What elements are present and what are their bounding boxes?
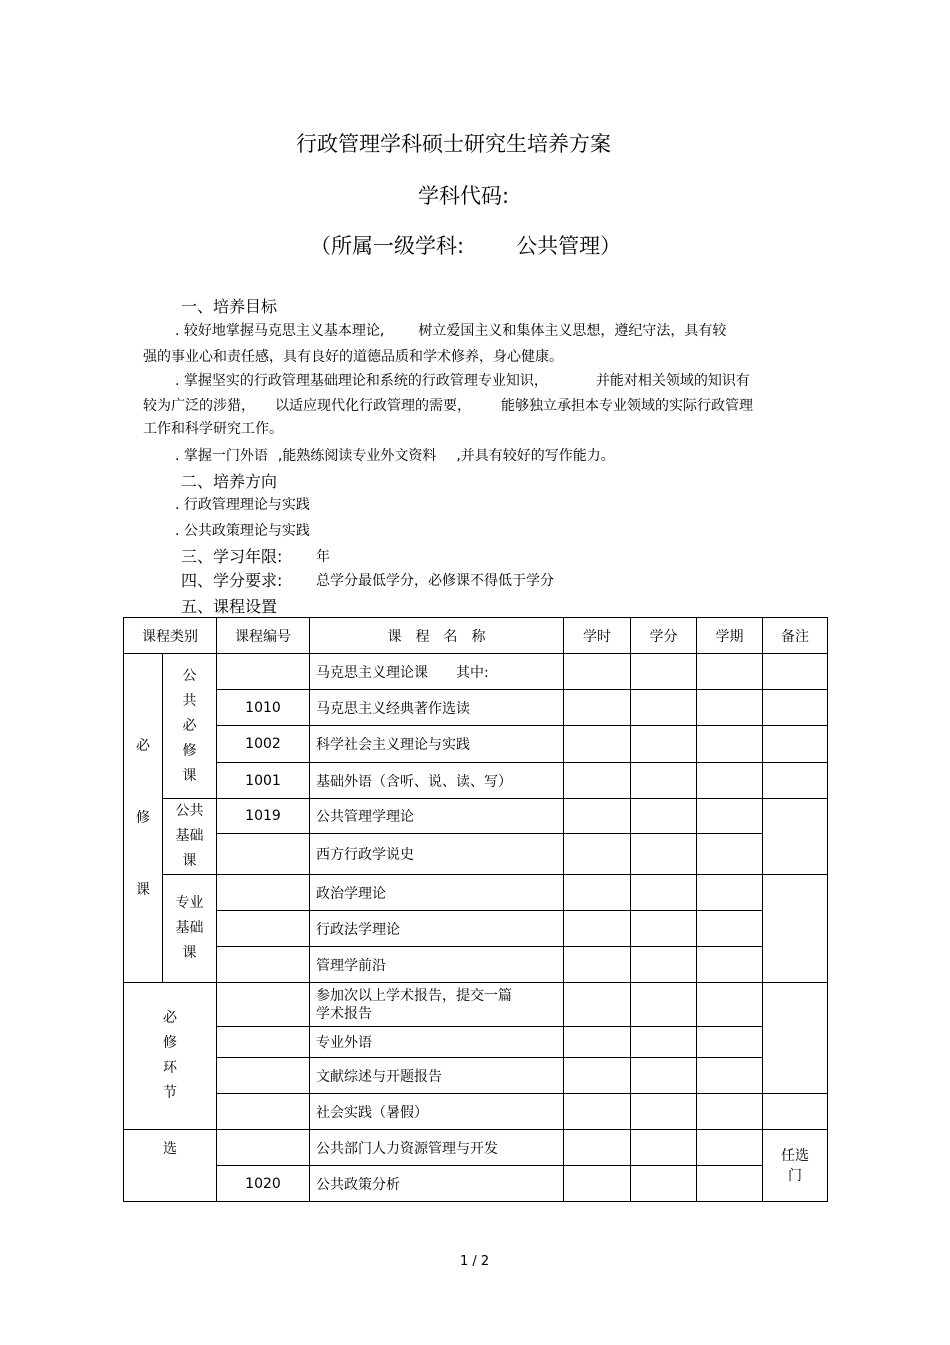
course-hours [564, 1166, 631, 1202]
course-term [697, 726, 763, 763]
course-hours [564, 726, 631, 763]
category-char: 节 [163, 1085, 177, 1101]
goal1-text-a: . 较好地掌握马克思主义基本理论, [175, 323, 385, 339]
category-line: 专业 [175, 895, 204, 911]
course-note [763, 875, 828, 983]
elective-note-line: 任选 [781, 1147, 809, 1164]
goal3-text-b: ,能熟练阅读专业外文资料 [277, 448, 437, 464]
category-line: 基础 [175, 920, 204, 936]
course-name-line: 学术报告 [316, 1005, 372, 1022]
course-term [697, 1094, 763, 1130]
course-code [217, 875, 310, 911]
category-char: 课 [136, 882, 150, 898]
course-name: 社会实践（暑假） [310, 1094, 564, 1130]
course-credits [631, 911, 697, 947]
course-credits [631, 726, 697, 763]
credit-requirement: 总学分最低学分，必修课不得低于学分 [316, 573, 554, 589]
study-years-value: 年 [316, 549, 330, 565]
category-gonggong-jichu [163, 799, 217, 875]
course-credits [631, 983, 697, 1027]
course-code [217, 911, 310, 947]
course-name: 公共管理学理论 [310, 799, 564, 834]
goal3-text-a: . 掌握一门外语 [175, 448, 268, 464]
course-note [763, 690, 828, 726]
goal2-text-a: . 掌握坚实的行政管理基础理论和系统的行政管理专业知识， [175, 373, 548, 389]
category-char: 修 [136, 810, 150, 826]
table-row [124, 947, 828, 983]
category-char: 环 [163, 1060, 177, 1076]
table-row [124, 1130, 828, 1166]
course-note [763, 799, 828, 875]
course-code: 1001 [217, 763, 310, 799]
table-row [124, 875, 828, 911]
course-hours [564, 690, 631, 726]
category-bixiu-huanjie [124, 983, 217, 1130]
course-note [763, 1094, 828, 1130]
category-char: 必 [163, 1010, 177, 1026]
course-code [217, 983, 310, 1027]
course-code: 1019 [217, 799, 310, 834]
course-credits [631, 947, 697, 983]
category-line: 课 [182, 853, 197, 869]
category-char: 公 [182, 667, 197, 684]
course-name: 专业外语 [310, 1027, 564, 1058]
course-hours [564, 799, 631, 834]
course-code [217, 654, 310, 690]
course-name: 公共部门人力资源管理与开发 [310, 1130, 564, 1166]
table-row [124, 1058, 828, 1094]
goal1-line1 [175, 320, 726, 340]
table-row [124, 1027, 828, 1058]
table-row [124, 983, 828, 1027]
course-hours [564, 1094, 631, 1130]
course-name: 管理学前沿 [310, 947, 564, 983]
course-hours [564, 911, 631, 947]
doc-title: 行政管理学科硕士研究生培养方案 [296, 132, 611, 156]
course-hours [564, 654, 631, 690]
goal2-line1 [175, 370, 750, 390]
header-term: 学期 [697, 618, 763, 654]
direction-1: . 行政管理理论与实践 [175, 497, 310, 513]
course-hours [564, 1130, 631, 1166]
table-row [124, 1094, 828, 1130]
course-note [763, 726, 828, 763]
course-term [697, 1027, 763, 1058]
goal1-text-b: 树立爱国主义和集体主义思想，遵纪守法，具有较 [418, 323, 727, 339]
course-hours [564, 875, 631, 911]
course-credits [631, 1058, 697, 1094]
course-term [697, 763, 763, 799]
course-table [123, 617, 828, 1202]
header-code: 课程编号 [217, 618, 310, 654]
course-hours [564, 1058, 631, 1094]
course-name: 文献综述与开题报告 [310, 1058, 564, 1094]
course-note [763, 654, 828, 690]
course-credits [631, 763, 697, 799]
course-term [697, 947, 763, 983]
goal2-text-e: 能够独立承担本专业领域的实际行政管理 [501, 398, 753, 414]
course-code [217, 1027, 310, 1058]
course-hours [564, 1027, 631, 1058]
course-note [763, 763, 828, 799]
category-bixiu [124, 654, 163, 983]
course-term [697, 1166, 763, 1202]
course-term [697, 654, 763, 690]
course-credits [631, 799, 697, 834]
course-name [310, 983, 564, 1027]
course-name: 马克思主义经典著作选读 [310, 690, 564, 726]
course-hours [564, 834, 631, 875]
section1-heading: 一、培养目标 [181, 297, 278, 316]
category-line: 课 [182, 945, 197, 961]
goal2-line3: 工作和科学研究工作。 [143, 421, 283, 437]
table-row [124, 834, 828, 875]
category-line: 公共 [175, 803, 204, 819]
section5-heading: 五、课程设置 [181, 597, 278, 616]
elective-note [763, 1130, 828, 1202]
course-note [763, 983, 828, 1094]
course-name: 政治学理论 [310, 875, 564, 911]
category-line: 基础 [175, 828, 204, 844]
course-code [217, 834, 310, 875]
category-xuanxiu: 选 [124, 1130, 217, 1202]
header-credits: 学分 [631, 618, 697, 654]
course-hours [564, 763, 631, 799]
category-char: 共 [182, 692, 197, 709]
table-row [124, 799, 828, 834]
course-credits [631, 875, 697, 911]
course-name: 西方行政学说史 [310, 834, 564, 875]
course-credits [631, 834, 697, 875]
course-term [697, 911, 763, 947]
category-gonggong-bixiu [163, 654, 217, 799]
first-level-value: 公共管理） [516, 234, 622, 258]
header-note: 备注 [763, 618, 828, 654]
course-term [697, 834, 763, 875]
course-term [697, 1130, 763, 1166]
goal2-text-d: 以适应现代化行政管理的需要， [275, 398, 471, 414]
section3-heading: 三、学习年限: [181, 547, 283, 566]
course-code [217, 1094, 310, 1130]
category-char: 必 [136, 738, 150, 754]
course-term [697, 1058, 763, 1094]
table-row [124, 690, 828, 726]
table-row [124, 726, 828, 763]
course-name: 公共政策分析 [310, 1166, 564, 1202]
table-header-row [124, 618, 828, 654]
course-credits [631, 1166, 697, 1202]
header-category: 课程类别 [124, 618, 217, 654]
direction-2: . 公共政策理论与实践 [175, 523, 310, 539]
course-credits [631, 654, 697, 690]
course-term [697, 875, 763, 911]
category-char: 课 [182, 767, 197, 784]
course-code [217, 1130, 310, 1166]
course-name: 基础外语（含听、说、读、写） [310, 763, 564, 799]
course-credits [631, 1094, 697, 1130]
course-code [217, 947, 310, 983]
course-name: 行政法学理论 [310, 911, 564, 947]
table-row [124, 763, 828, 799]
course-code: 1010 [217, 690, 310, 726]
course-credits [631, 1027, 697, 1058]
course-code: 1020 [217, 1166, 310, 1202]
section4-heading: 四、学分要求: [181, 571, 283, 590]
header-hours: 学时 [564, 618, 631, 654]
course-name-line: 参加次以上学术报告，提交一篇 [316, 987, 512, 1004]
course-code: 1002 [217, 726, 310, 763]
table-row [124, 1166, 828, 1202]
course-term [697, 799, 763, 834]
goal3-line1 [175, 445, 615, 465]
goal2-text-b: 并能对相关领域的知识有 [595, 373, 750, 389]
header-name: 课 程 名 称 [310, 618, 564, 654]
category-char: 修 [182, 742, 197, 759]
first-level-prefix: （所属一级学科: [310, 234, 465, 258]
category-zhuanye-jichu [163, 875, 217, 983]
course-term [697, 983, 763, 1027]
elective-note-line: 门 [788, 1167, 802, 1184]
table-row [124, 654, 828, 690]
course-code [217, 1058, 310, 1094]
category-char: 必 [182, 717, 197, 734]
course-term [697, 690, 763, 726]
goal2-text-c: 较为广泛的涉猎， [143, 398, 255, 414]
first-level-subject [310, 230, 621, 260]
subject-code-label: 学科代码: [418, 184, 510, 208]
course-hours [564, 983, 631, 1027]
course-credits [631, 690, 697, 726]
page-number: 1 / 2 [460, 1254, 490, 1269]
goal3-text-c: ,并具有较好的写作能力。 [456, 448, 615, 464]
goal1-line2: 强的事业心和责任感，具有良好的道德品质和学术修养，身心健康。 [143, 349, 563, 365]
course-name: 科学社会主义理论与实践 [310, 726, 564, 763]
course-credits [631, 1130, 697, 1166]
course-name: 马克思主义理论课 其中: [310, 654, 564, 690]
section2-heading: 二、培养方向 [181, 472, 278, 491]
table-row [124, 911, 828, 947]
course-hours [564, 947, 631, 983]
category-char: 修 [163, 1035, 177, 1051]
goal2-line2 [143, 395, 753, 415]
